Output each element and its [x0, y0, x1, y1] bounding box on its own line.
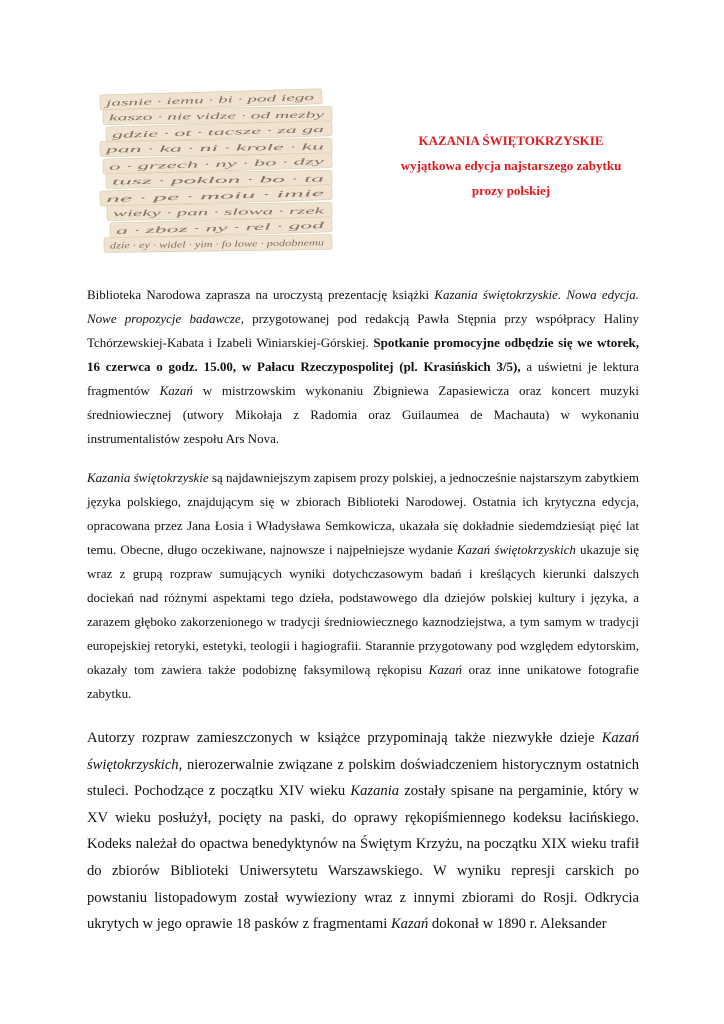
manuscript-text-line: tusz · poklon · bo · ta [111, 175, 187, 187]
text-span: a uświetni je lektura fragmentów [87, 359, 639, 398]
text-span: dokonał w 1890 r. Aleksander [428, 916, 607, 933]
text-span: Autorzy rozpraw zamieszczonych w książce przypominają także niezwykłe dzieje [87, 730, 602, 746]
text-span: są najdawniejszym zapisem prozy polskiej, a jednocześnie najstarszym zabytkiem języka polskiego, znajdującym się w zbiorach Biblioteki Narodowej. Ostatnia ich krytyczna edycja, opracowana przez Jana Łosia i Władysława Semkowicza, ukazała się dokładnie siedemdziesiąt pięć lat temu. Obecne, długo oczekiwane, najnowsze i najpełniejsze wydanie [87, 470, 639, 557]
paragraph-history [87, 725, 639, 938]
italic-span: Kazań świętokrzyskich [456, 542, 576, 557]
header-title: KAZANIA ŚWIĘTOKRZYSKIE [418, 133, 604, 148]
document-header [384, 128, 638, 203]
text-span: ukazuje się wraz z grupą rozpraw sumujących wyniki dotychczasowym badań i kreślących kierunki dalszych dociekań nad różnymi aspektami tego dzieła, podstawowego dla dziejów polskiej kultury i języka, a zarazem głęboko zakorzenionego w tradycji średniowiecznego kaznodziejstwa, a tym samym w tradycji europejskiej retoryki, estetyki, teologii i hagiografii. Starannie przygotowany pod względem edytorskim, okazały tom zawiera także podobiznę faksymilową rękopisu [87, 542, 639, 677]
italic-span: Kazań [428, 662, 462, 677]
manuscript-text-line: pan · ka · ni · krole · ku [105, 143, 189, 155]
paragraph-announcement [87, 283, 639, 451]
italic-span: Kazań [390, 916, 429, 933]
text-span: przygotowanej pod redakcją Pawła Stępnia przy współpracy Haliny Tchórzewskiej-Kabata i Izabeli Winiarskiej-Górskiej. [87, 311, 639, 350]
book-title: Kazania świętokrzyskie. Nowa edycja. Nowe propozycje badawcze, [87, 287, 639, 326]
event-details: Spotkanie promocyjne odbędzie się we wtorek, 16 czerwca o godz. 15.00, w Pałacu Rzeczypospolitej (pl. Krasińskich 3/5), [87, 335, 639, 374]
manuscript-text-line: a · zboz · ny · rel · god [115, 223, 196, 236]
manuscript-text-line: ne · pe · moiu · imie [105, 191, 177, 204]
parchment-strip [104, 234, 332, 252]
text-span: , nierozerwalnie związane z polskim doświadczeniem historycznym ostatnich stuleci. Pochodzące z początku XIV wieku [87, 756, 639, 800]
text-span: zostały spisane na pergaminie, który w XV wieku posłużył, pocięty na paski, do oprawy rękopiśmiennego kodeksu łacińskiego. Kodeks należał do opactwa benedyktynów na Świętym Krzyżu, na początku XIX wieku trafił do zbiorów Biblioteki Uniwersytetu Warszawskiego. W wyniku represji carskich po powstaniu listopadowym został wywieziony wraz z innymi zbiorami do Rosji. Odkrycia ukrytych w jego oprawie 18 pasków z fragmentami [87, 783, 639, 933]
manuscript-text-line: gdzie · ot · tacsze · za ga [111, 127, 200, 140]
italic-span: Kazań [159, 383, 193, 398]
manuscript-text-line: dzie · ey · widel · yim · fo lowe · podobnemu [109, 238, 268, 251]
header-subtitle-line2: prozy polskiej [471, 183, 551, 198]
italic-span: Kazań świętokrzyskich [87, 730, 639, 773]
header-subtitle-line1: wyjątkowa edycja najstarszego zabytku [400, 158, 622, 173]
manuscript-text-line: kaszo · nie vidze · od mezby [108, 111, 209, 123]
paragraph-description [87, 466, 639, 706]
italic-span: Kazania świętokrzyskie [87, 470, 209, 485]
manuscript-text-line: jasnie · iemu · bi · pod iego [105, 95, 204, 108]
italic-span: Kazania [350, 783, 400, 800]
text-span: Biblioteka Narodowa zaprasza na uroczystą prezentację książki [87, 287, 435, 302]
manuscript-text-line: wieky · pan · slowa · rzek [112, 207, 204, 219]
manuscript-fragments-image [96, 86, 342, 256]
manuscript-text-line: o · grzech · ny · bo · dzy [108, 159, 195, 172]
text-span: w mistrzowskim wykonaniu Zbigniewa Zapasiewicza oraz koncert muzyki średniowiecznej (utwory Mikołaja z Radomia oraz Guilaumea de Machauta) w wykonaniu instrumentalistów zespołu Ars Nova. [87, 383, 639, 446]
text-span: oraz inne unikatowe fotografie zabytku. [87, 662, 639, 701]
